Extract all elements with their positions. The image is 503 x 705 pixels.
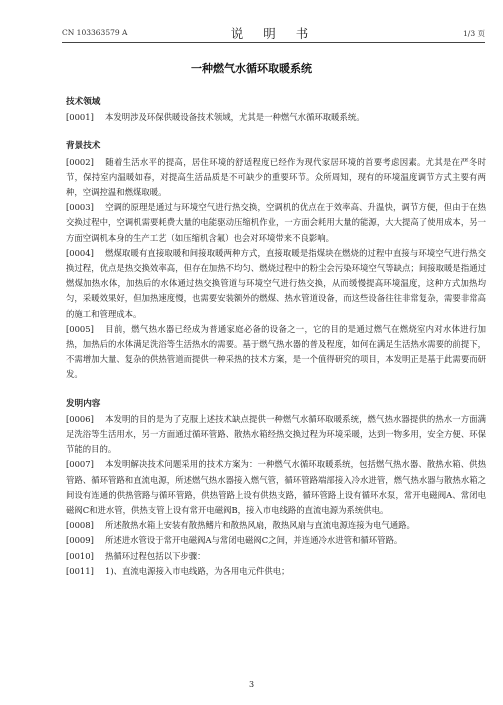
document-title: 一种燃气水循环取暖系统 <box>191 62 312 75</box>
paragraph-text: 本发明的目的是为了克服上述技术缺点提供一种燃气水循环取暖系统，燃气热水器提供的热水一方面满足洗浴等生活用水，另一方面通过循环管路、散热水箱经热交换过程为环境采暖，达到一物多用，安全方便、环保节能的目的。 <box>66 413 486 455</box>
paragraph-text: 1)、直流电源接入市电线路，为各用电元件供电； <box>105 565 290 576</box>
header-rule <box>62 42 485 43</box>
paragraph-text: 目前，燃气热水器已经成为普通家庭必备的设备之一，它的目的是通过燃气在燃烧室内对水体进行加热，加热后的水体满足洗浴等生活热水的需要。基于燃气热水器的普及程度，如何在满足生活热水需要的前提下，不需增加大量、复杂的供热管道而提供一种采热的技术方案，是一个值得研究的项目，本发明正是基于此需要而研发。 <box>66 323 486 380</box>
section-heading-invention: 发明内容 <box>66 398 101 409</box>
paragraph <box>66 246 486 322</box>
paragraph <box>66 200 486 246</box>
document-body <box>66 95 486 579</box>
paragraph <box>66 533 486 548</box>
section-heading-tech-field: 技术领域 <box>66 97 101 107</box>
paragraph <box>66 518 486 533</box>
paragraph <box>66 155 486 201</box>
paragraph-number: [0004] <box>66 247 94 258</box>
paragraph-text: 空调的原理是通过与环境空气进行热交换，空调机的优点在于效率高、升温快，调节方便，但由于在热交换过程中，空调机需要耗费大量的电能驱动压缩机作业，一方面会耗用大量的能源，大大提高了使用成本，另一方面空调机本身的生产工艺（如压缩机含氟）也会对环境带来不良影响。 <box>66 202 486 243</box>
paragraph-number: [0007] <box>66 459 94 470</box>
paragraph-number: [0011] <box>66 565 94 576</box>
paragraph-number: [0006] <box>66 413 94 424</box>
paragraph-number: [0003] <box>66 202 94 213</box>
paragraph-number: [0001] <box>66 112 94 123</box>
document-type: 说 明 书 <box>230 26 317 41</box>
page-header <box>62 24 485 44</box>
paragraph <box>66 457 486 518</box>
paragraph-number: [0010] <box>66 550 94 561</box>
paragraph-text: 随着生活水平的提高，居住环境的舒适程度已经作为现代家居环境的首要考虑因素。尤其是在严冬时节，保持室内温暖如春，对提高生活品质是不可缺少的重要环节。众所周知，现有的环境温度调节方式主要有两种，空调控温和燃煤取暖。 <box>66 156 486 198</box>
section-heading-background: 背景技术 <box>66 141 101 152</box>
paragraph <box>66 564 486 579</box>
paragraph-number: [0008] <box>66 520 94 531</box>
paragraph-number: [0009] <box>66 535 94 546</box>
paragraph-text: 所述进水管设于常开电磁阀A与常闭电磁阀C之间，并连通冷水进管和循环管路。 <box>105 535 403 546</box>
paragraph <box>66 110 486 125</box>
paragraph-text: 所述散热水箱上安装有散热鳍片和散热风扇，散热风扇与直流电源连接为电气通路。 <box>105 520 415 531</box>
paragraph-text: 热循环过程包括以下步骤： <box>105 550 206 561</box>
page-number: 3 <box>248 680 255 689</box>
paragraph-text: 燃煤取暖有直接取暖和间接取暖两种方式，直接取暖是指煤块在燃烧的过程中直接与环境空气进行热交换过程，优点是热交换效率高，但存在加热不均匀、燃烧过程中的粉尘会污染环境空气等缺点；间接取暖是指通过燃煤加热水体，加热后的水体通过热交换管道与环境空气进行热交换，从而缓慢提高环境温度，这种方式加热均匀，采暖效果好，但加热速度慢，也需要安装额外的燃煤、热水管道设备，而这些设备往往非常复杂，需要非常高的施工和管理成本。 <box>66 247 486 319</box>
paragraph <box>66 549 486 564</box>
paragraph-text: 本发明涉及环保供暖设备技术领域，尤其是一种燃气水循环取暖系统。 <box>105 112 365 123</box>
page-count: 1/3 页 <box>463 29 485 38</box>
paragraph-number: [0005] <box>66 323 94 334</box>
publication-number: CN 103363579 A <box>62 28 128 37</box>
paragraph <box>66 412 486 458</box>
paragraph-number: [0002] <box>66 156 94 167</box>
paragraph-text: 本发明解决技术问题采用的技术方案为：一种燃气水循环取暖系统，包括燃气热水器、散热水箱、供热管路、循环管路和直流电源，所述燃气热水器接入燃气管，循环管路端部接入冷水进管，燃气热水器与散热水箱之间设有连通的供热管路与循环管路，供热管路上设有供热支路，循环管路上设有循环水泵，常开电磁阀A、常闭电磁阀C和进水管，供热支管上设有常开电磁阀B，接入市电线路的直流电源为系统供电。 <box>66 459 486 516</box>
paragraph <box>66 322 486 383</box>
